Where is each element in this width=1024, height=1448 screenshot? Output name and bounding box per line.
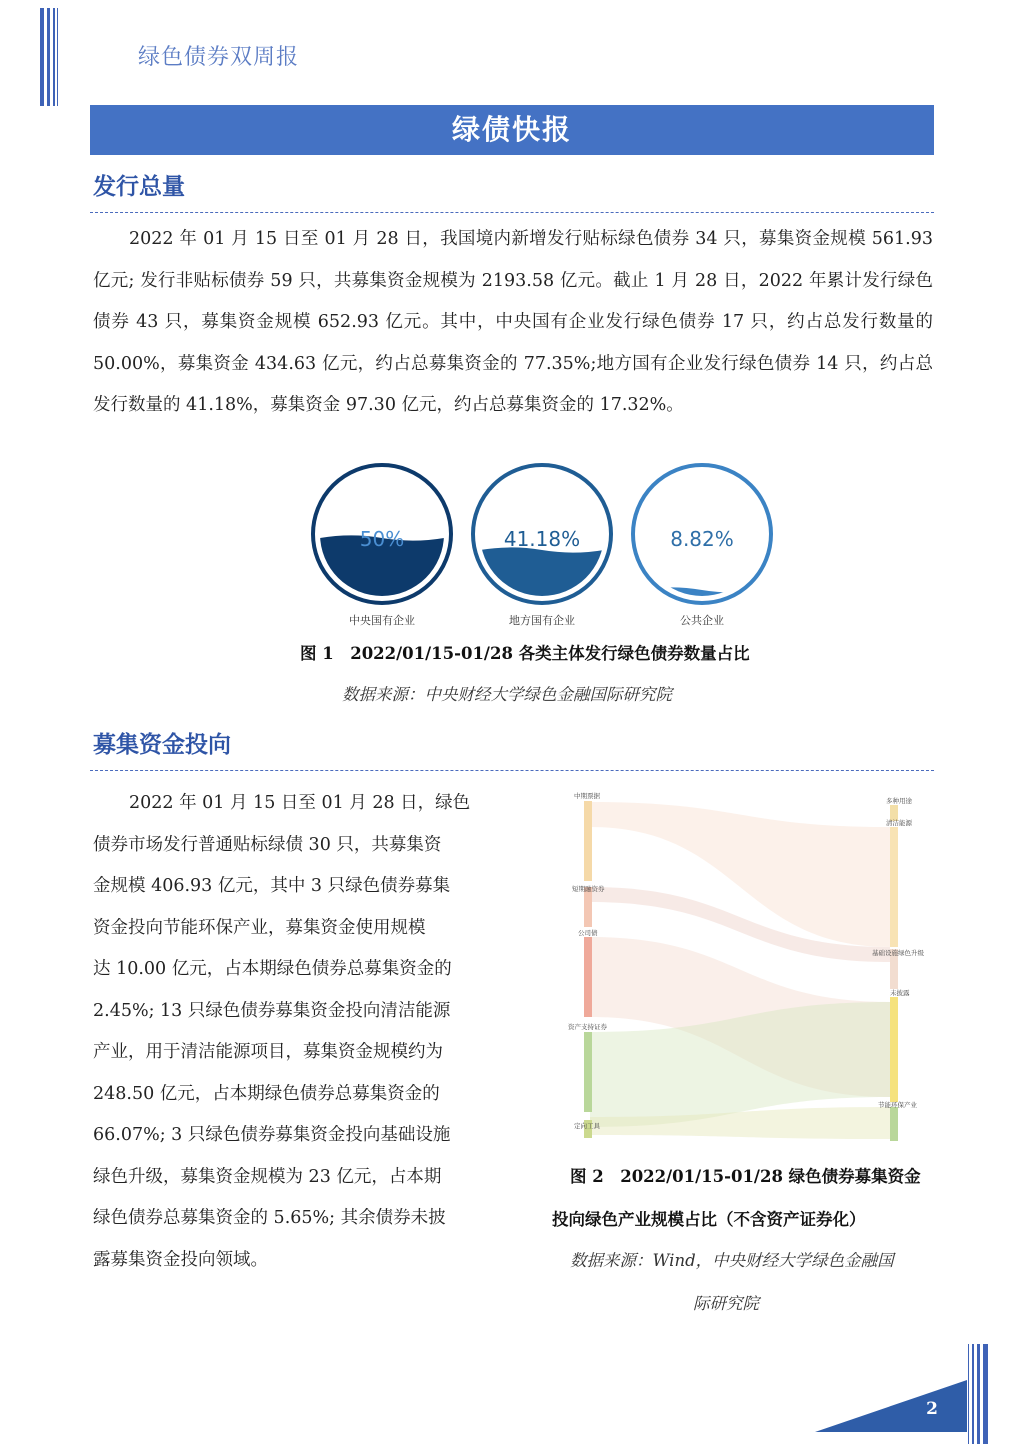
sankey-node <box>890 997 898 1102</box>
figure1-liquid-fill-chart <box>310 462 780 632</box>
para-line: 248.50 亿元，占本期绿色债券总募集资金的 <box>93 1083 440 1104</box>
para-line: 2022 年 01 月 15 日至 01 月 28 日，绿色 <box>129 793 471 813</box>
page-number: 2 <box>926 1399 938 1419</box>
figure2-caption-line1: 图 2 2022/01/15-01/28 绿色债券募集资金 <box>570 1167 921 1186</box>
report-header-title: 绿色债券双周报 <box>138 45 300 70</box>
sankey-target-label: 基础设施绿色升级 <box>872 949 924 957</box>
section-heading-use-of-proceeds: 募集资金投向 <box>93 732 231 758</box>
sankey-source-label: 公司债 <box>578 929 598 937</box>
bubble-public-enterprise <box>630 462 774 606</box>
bubble-central-soe <box>310 462 454 606</box>
figure2-caption-line2: 投向绿色产业规模占比（不含资产证券化） <box>552 1210 866 1229</box>
sankey-node <box>890 827 898 947</box>
bubble-value: 8.82% <box>670 527 734 551</box>
para-line: 金规模 406.93 亿元，其中 3 只绿色债券募集 <box>93 876 451 896</box>
figure1-source: 数据来源：中央财经大学绿色金融国际研究院 <box>342 685 672 704</box>
para-line: 达 10.00 亿元，占本期绿色债券总募集资金的 <box>93 959 452 979</box>
sankey-source-label: 定向工具 <box>574 1122 600 1130</box>
bubble-label: 中央国有企业 <box>349 614 415 627</box>
sankey-target-label: 节能环保产业 <box>878 1101 917 1109</box>
bubble-value: 50% <box>359 527 405 551</box>
issuance-paragraph: 2022 年 01 月 15 日至 01 月 28 日，我国境内新增发行贴标绿色债券 34 只，募集资金规模 561.93 亿元; 发行非贴标债券 59 只，共募集资金规模为 2193.58 亿元。截止 1 月 28 日，2022 年累计发行绿色债券 43 只，募集资金规模 652.93 亿元。其中，中央国有企业发行绿色债券 17 只，约占总发行数量的 50.00%，募集资金 434.63 亿元，约占总募集资金的 77.35%;地方国有企业发行绿色债券 14 只，约占总发行数量的 41.18%，募集资金 97.30 亿元，约占总募集资金的 17.32%。 <box>93 229 933 415</box>
sankey-target-label: 未披露 <box>890 989 910 997</box>
figure1-caption: 图 1 2022/01/15-01/28 各类主体发行绿色债券数量占比 <box>300 644 750 663</box>
page-number-triangle <box>815 1380 967 1432</box>
para-line: 债券市场发行普通贴标绿债 30 只，共募集资 <box>93 834 442 855</box>
para-line: 产业，用于清洁能源项目，募集资金规模约为 <box>93 1042 443 1062</box>
section-heading-issuance: 发行总量 <box>93 174 185 200</box>
figure2-sankey-chart <box>560 787 940 1147</box>
sankey-node <box>584 937 592 1017</box>
para-line: 2.45%; 13 只绿色债券募集资金投向清洁能源 <box>93 1000 451 1021</box>
para-line: 绿色债券总募集资金的 5.65%; 其余债券未披 <box>93 1208 446 1228</box>
sankey-target-label: 多种用途 <box>886 797 912 805</box>
sankey-target-label: 清洁能源 <box>886 819 912 827</box>
decorative-bars-bottom <box>968 1344 990 1444</box>
para-line: 绿色升级，募集资金规模为 23 亿元，占本期 <box>93 1166 442 1187</box>
sankey-source-label: 短期融资券 <box>572 885 605 893</box>
decorative-bars-top <box>40 8 60 106</box>
section-divider <box>90 212 934 213</box>
sankey-node <box>584 801 592 881</box>
use-of-proceeds-paragraph <box>93 783 493 1281</box>
para-line: 露募集资金投向领域。 <box>93 1249 268 1270</box>
bubble-label: 公共企业 <box>680 614 724 627</box>
sankey-node <box>584 887 592 927</box>
sankey-node <box>890 1107 898 1141</box>
figure2-source-line2: 际研究院 <box>693 1294 759 1313</box>
bubble-local-soe <box>470 462 614 606</box>
section-divider <box>90 770 934 771</box>
section-banner: 绿债快报 <box>90 105 934 155</box>
sankey-source-label: 中期票据 <box>574 792 600 800</box>
sankey-node <box>584 1032 592 1112</box>
figure2-source-line1: 数据来源：Wind，中央财经大学绿色金融国 <box>570 1251 894 1270</box>
para-line: 66.07%; 3 只绿色债券募集资金投向基础设施 <box>93 1125 451 1145</box>
bubble-value: 41.18% <box>503 527 581 551</box>
para-line: 资金投向节能环保产业，募集资金使用规模 <box>93 917 426 938</box>
bubble-label: 地方国有企业 <box>509 614 575 627</box>
sankey-source-label: 资产支持证券 <box>568 1023 607 1031</box>
